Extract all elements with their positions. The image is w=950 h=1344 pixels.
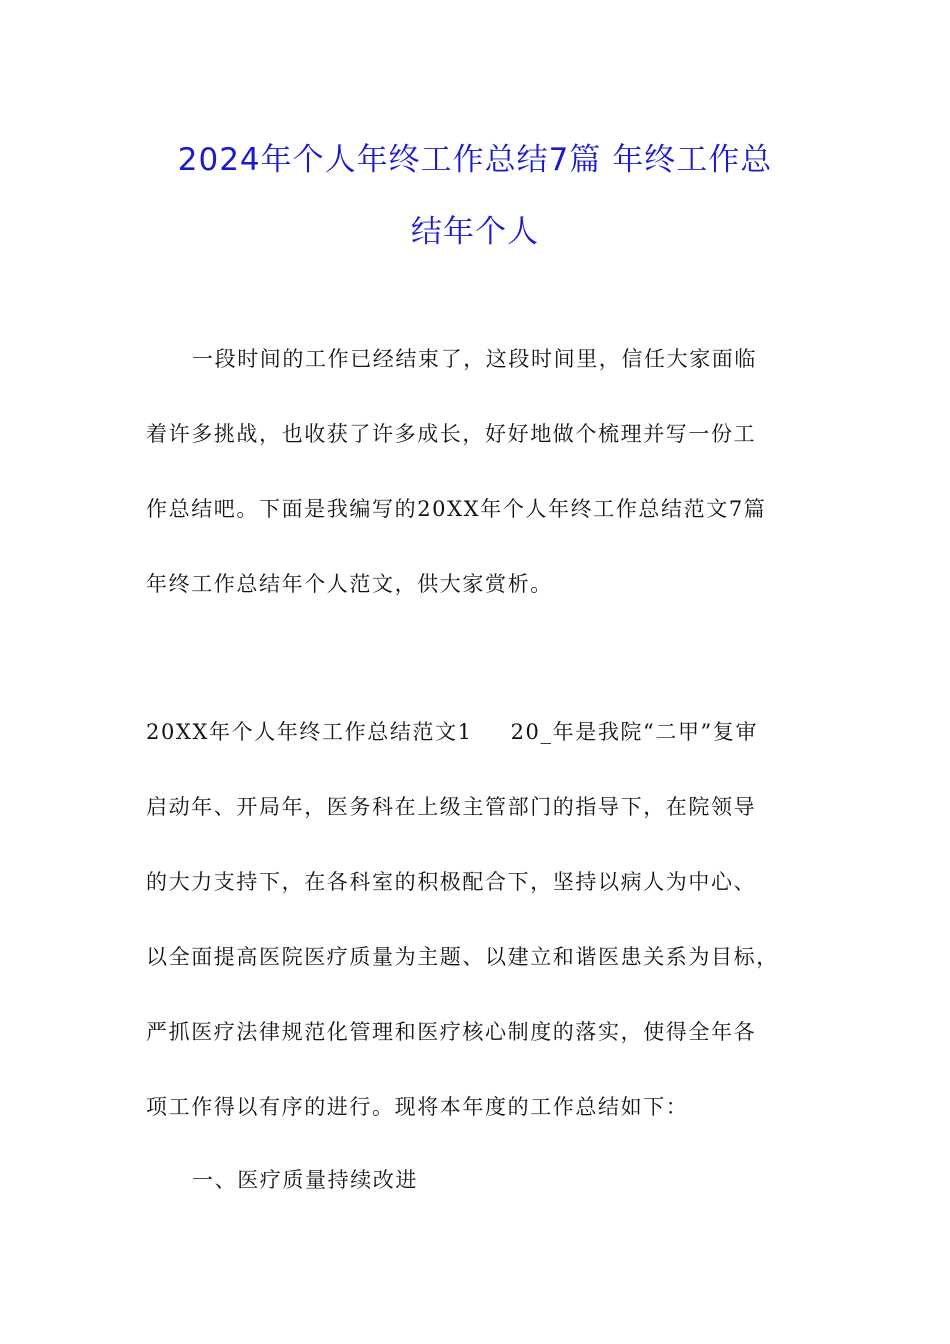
section-paragraph-line: 严抓医疗法律规范化管理和医疗核心制度的落实，使得全年各 [146, 1020, 757, 1044]
section-paragraph-line: 以全面提高医院医疗质量为主题、以建立和谐医患关系为目标， [146, 945, 779, 969]
intro-paragraph-line: 一段时间的工作已经结束了，这段时间里，信任大家面临 [192, 347, 757, 371]
section-paragraph-line: 的大力支持下，在各科室的积极配合下，坚持以病人为中心、 [146, 870, 757, 894]
section-paragraph-line: 启动年、开局年，医务科在上级主管部门的指导下，在院领导 [146, 795, 757, 819]
section-paragraph-line: 项工作得以有序的进行。现将本年度的工作总结如下： [146, 1095, 689, 1119]
section-subheading: 一、医疗质量持续改进 [192, 1168, 418, 1192]
section-first-line-text: 20_年是我院“二甲”复审 [510, 720, 759, 744]
intro-paragraph-line: 年终工作总结年个人范文，供大家赏析。 [146, 572, 553, 596]
intro-paragraph-line: 作总结吧。下面是我编写的20XX年个人年终工作总结范文7篇 [146, 497, 767, 521]
section-heading: 20XX年个人年终工作总结范文1 [146, 720, 473, 744]
section-first-line [146, 717, 836, 747]
document-title-line-2: 结年个人 [411, 214, 539, 250]
intro-paragraph-line: 着许多挑战，也收获了许多成长，好好地做个梳理并写一份工 [146, 422, 757, 446]
document-title-line-1: 2024年个人年终工作总结7篇 年终工作总 [177, 142, 773, 178]
